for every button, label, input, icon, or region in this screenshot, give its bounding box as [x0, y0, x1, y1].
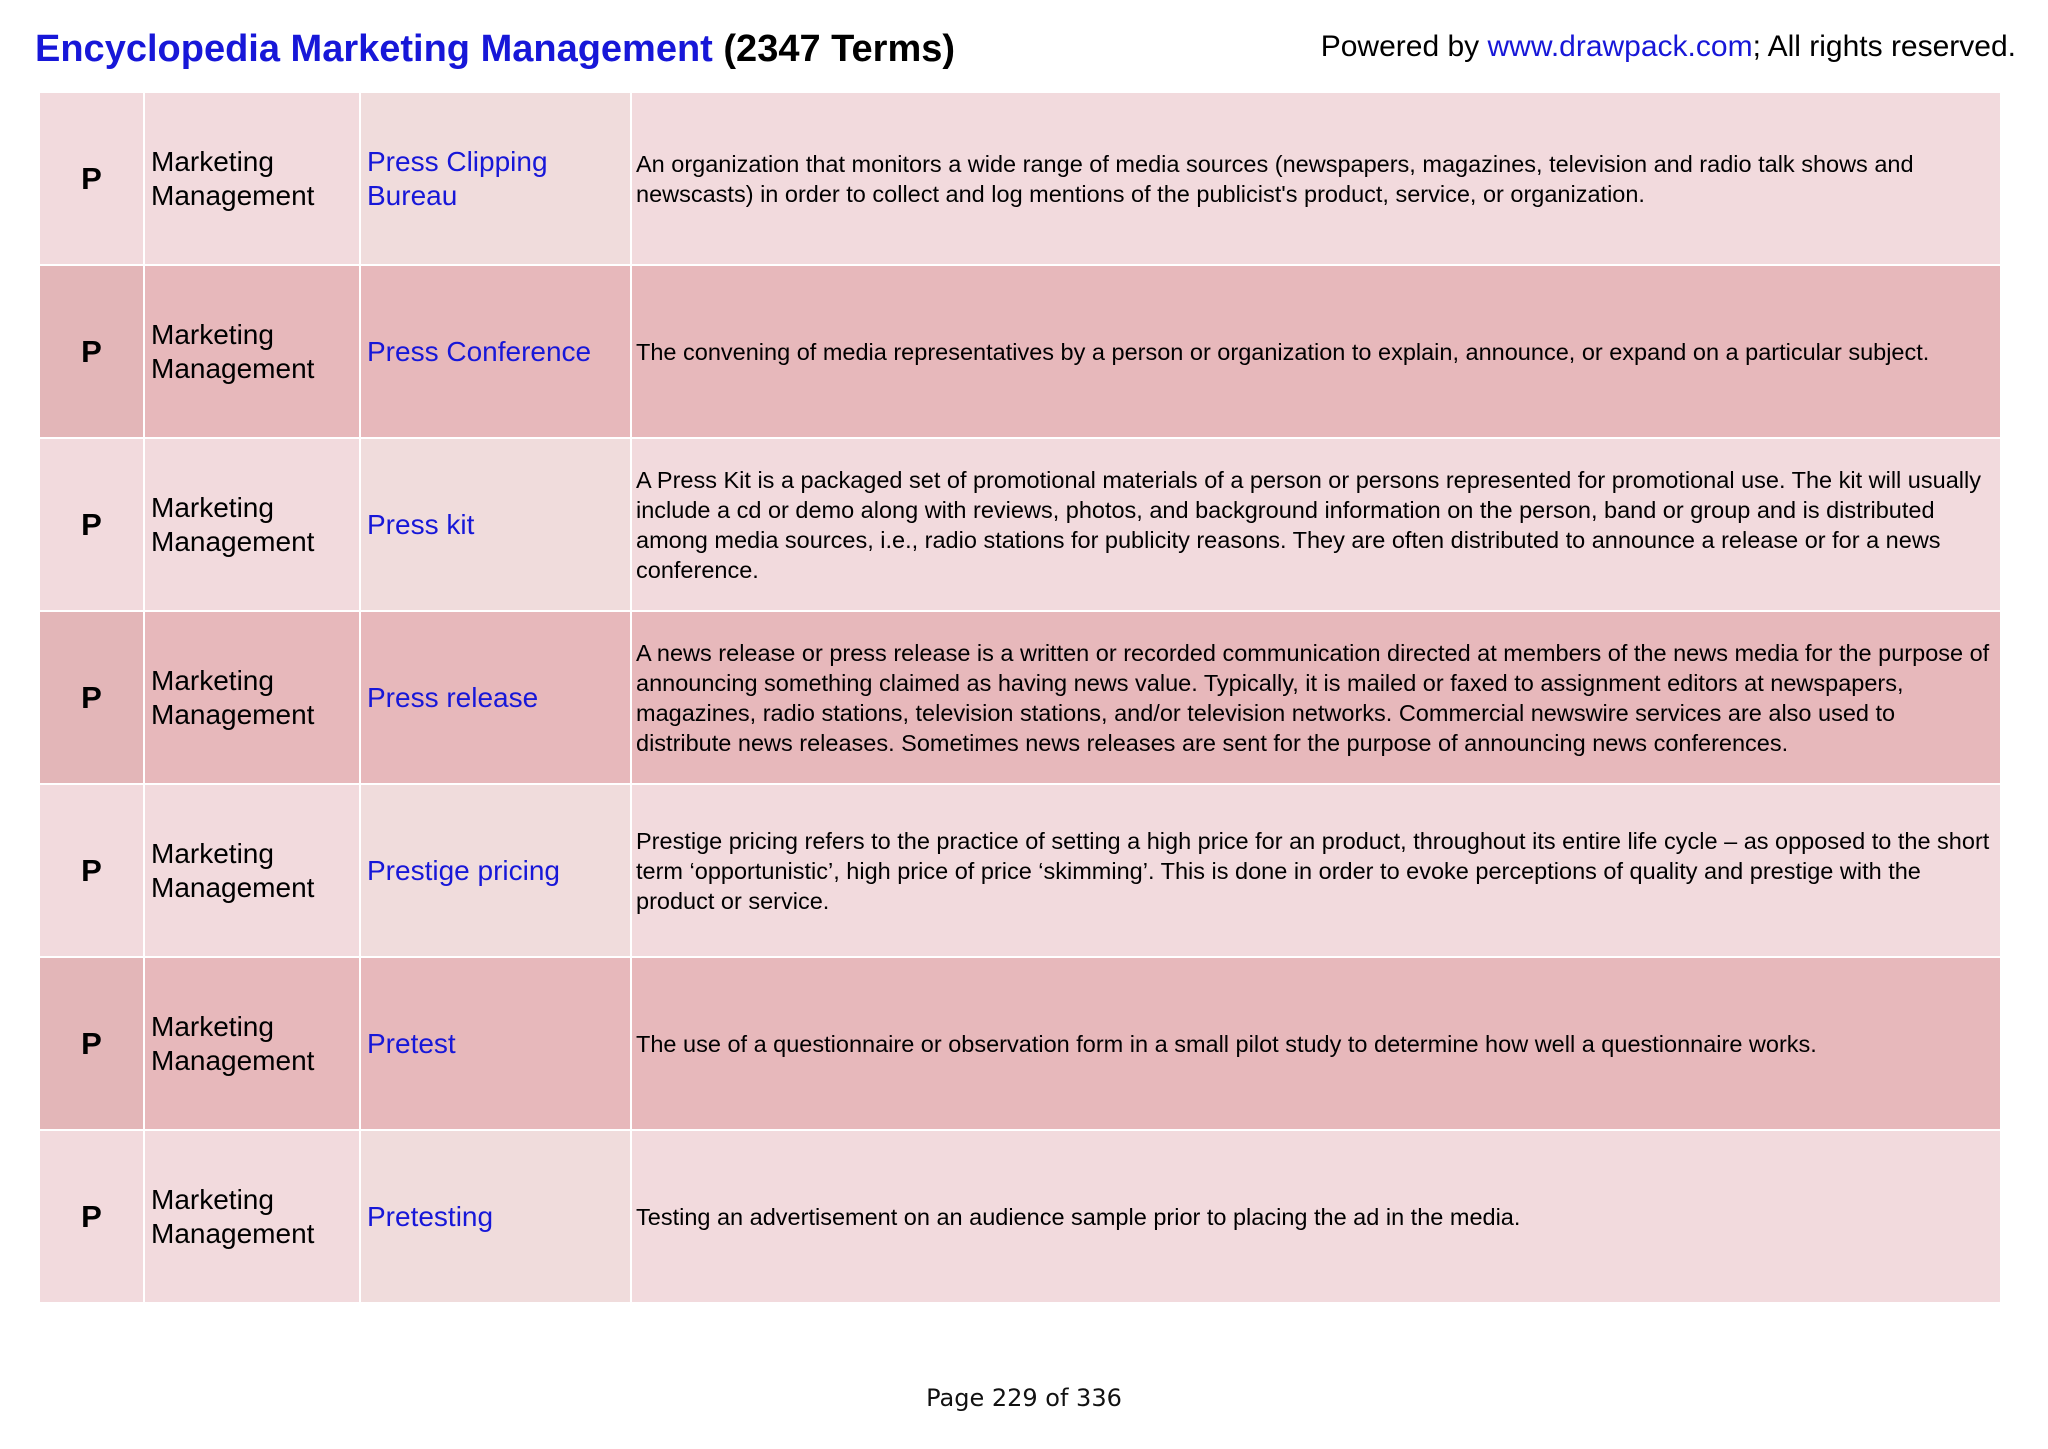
letter-cell: P — [39, 265, 144, 438]
term-count: (2347 Terms) — [723, 28, 956, 70]
table-row — [39, 1130, 2001, 1303]
category-cell: Marketing Management — [144, 957, 360, 1130]
term-link[interactable]: Press Clipping Bureau — [360, 92, 631, 265]
page-number: Page 229 of 336 — [926, 1384, 1122, 1412]
term-link[interactable]: Press kit — [360, 438, 631, 611]
definition-cell: The convening of media representatives by a person or organization to explain, announce, or expand on a particular subject. — [631, 265, 2001, 438]
letter-cell: P — [39, 438, 144, 611]
drawpack-site-link[interactable]: www.drawpack.com — [1487, 30, 1753, 63]
page-title — [35, 28, 955, 71]
table-row — [39, 957, 2001, 1130]
credit-suffix: ; All rights reserved. — [1752, 30, 2016, 63]
category-cell: Marketing Management — [144, 1130, 360, 1303]
term-link[interactable]: Pretest — [360, 957, 631, 1130]
category-cell: Marketing Management — [144, 611, 360, 784]
category-cell: Marketing Management — [144, 92, 360, 265]
credit-line — [1321, 30, 2016, 64]
category-cell: Marketing Management — [144, 438, 360, 611]
definition-cell: The use of a questionnaire or observation form in a small pilot study to determine how well a questionnaire works. — [631, 957, 2001, 1130]
table-row — [39, 438, 2001, 611]
term-link[interactable]: Press release — [360, 611, 631, 784]
letter-cell: P — [39, 611, 144, 784]
category-cell: Marketing Management — [144, 265, 360, 438]
encyclopedia-title-link[interactable]: Encyclopedia Marketing Management — [35, 28, 713, 70]
definition-cell: Testing an advertisement on an audience sample prior to placing the ad in the media. — [631, 1130, 2001, 1303]
table-row — [39, 92, 2001, 265]
table-row — [39, 784, 2001, 957]
category-cell: Marketing Management — [144, 784, 360, 957]
definition-cell: Prestige pricing refers to the practice of setting a high price for an product, throughout its entire life cycle – as opposed to the short term ‘opportunistic’, high price of price ‘skimming’. This is done in order to evoke perceptions of quality and prestige with the product or service. — [631, 784, 2001, 957]
letter-cell: P — [39, 92, 144, 265]
term-link[interactable]: Prestige pricing — [360, 784, 631, 957]
definition-cell: A Press Kit is a packaged set of promotional materials of a person or persons represented for promotional use. The kit will usually include a cd or demo along with reviews, photos, and background information on the person, band or group and is distributed among media sources, i.e., radio stations for publicity reasons. They are often distributed to announce a release or for a news conference. — [631, 438, 2001, 611]
letter-cell: P — [39, 957, 144, 1130]
terms-table — [38, 91, 2002, 1304]
definition-cell: An organization that monitors a wide range of media sources (newspapers, magazines, television and radio talk shows and newscasts) in order to collect and log mentions of the publicist's product, service, or organization. — [631, 92, 2001, 265]
term-link[interactable]: Pretesting — [360, 1130, 631, 1303]
letter-cell: P — [39, 1130, 144, 1303]
table-row — [39, 265, 2001, 438]
term-link[interactable]: Press Conference — [360, 265, 631, 438]
table-row — [39, 611, 2001, 784]
credit-prefix: Powered by — [1320, 30, 1488, 63]
definition-cell: A news release or press release is a written or recorded communication directed at members of the news media for the purpose of announcing something claimed as having news value. Typically, it is mailed or faxed to assignment editors at newspapers, magazines, radio stations, television stations, and/or television networks. Commercial newswire services are also used to distribute news releases. Sometimes news releases are sent for the purpose of announcing news conferences. — [631, 611, 2001, 784]
letter-cell: P — [39, 784, 144, 957]
